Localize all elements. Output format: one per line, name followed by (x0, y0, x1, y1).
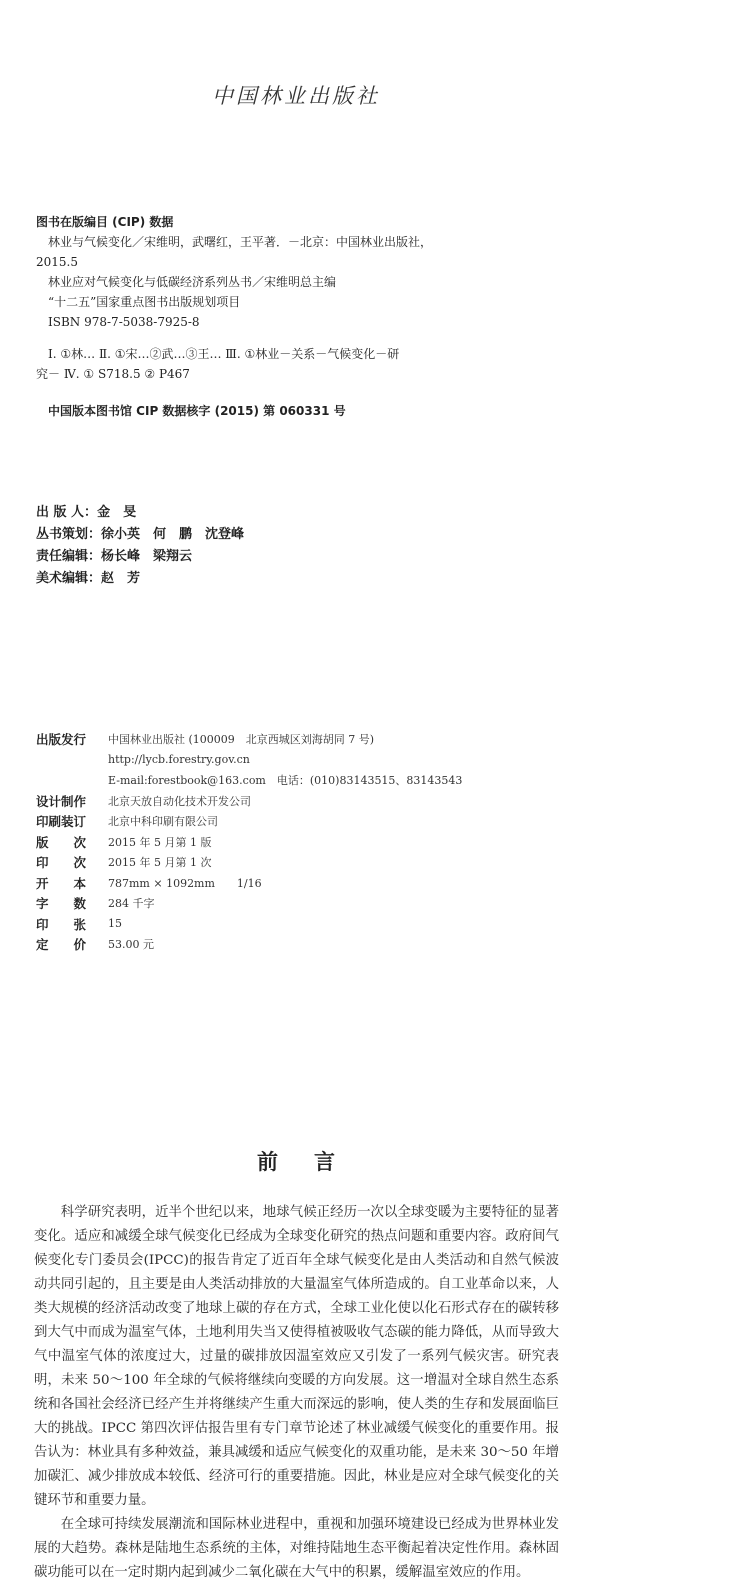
cip-line: 2015.5 (36, 255, 78, 269)
info-row (36, 729, 596, 750)
info-value: 北京天放自动化技术开发公司 (108, 794, 251, 808)
info-row (36, 750, 596, 771)
info-row (36, 914, 596, 935)
info-value: 中国林业出版社 (100009 北京西城区刘海胡同 7 号) (108, 733, 375, 747)
info-label: 定 价 (36, 937, 87, 953)
preface-title: 前言 (257, 1149, 371, 1174)
cip-line: 林业与气候变化／宋维明，武曙红，王平著．－北京：中国林业出版社， (48, 235, 433, 249)
info-row (36, 791, 596, 812)
info-row (36, 811, 596, 832)
preface-paragraph: 在全球可持续发展潮流和国际林业进程中，重视和加强环境建设已经成为世界林业发展的大趋势。森林是陆地生态系统的主体，对维持陆地生态平衡起着决定性作用。森林固碳功能可以在一定时期内起到减少二氧化碳在大气中的积累，缓解温室效应的作用。 (34, 1517, 559, 1580)
info-row (36, 873, 596, 894)
preface-paragraph: 科学研究表明，近半个世纪以来，地球气候正经历一次以全球变暖为主要特征的显著变化。适应和减缓全球气候变化已经成为全球变化研究的热点问题和重要内容。政府间气候变化专门委员会(IPCC)的报告肯定了近百年全球气候变化是由人类活动和自然气候波动共同引起的，且主要是由人类活动排放的大量温室气体所造成的。自工业革命以来，人类大规模的经济活动改变了地球上碳的存在方式，全球工业化使以化石形式存在的碳转移到大气中而成为温室气体，土地利用失当又使得植被吸收气态碳的能力降低，从而导致大气中温室气体的浓度过大，过量的碳排放因温室效应又引发了一系列气候灾害。研究表明，未来 50～100 年全球的气候将继续向变暖的方向发展。这一增温对全球自然生态系统和各国社会经济已经产生并将继续产生重大而深远的影响，使人类的生存和发展面临巨大的挑战。IPCC 第四次评估报告里有专门章节论述了林业减缓气候变化的重要作用。报告认为：林业具有多种效益，兼具减缓和适应气候变化的双重功能，是未来 30～50 年增加碳汇、减少排放成本较低、经济可行的重要措施。因此，林业是应对全球气候变化的关键环节和重要力量。 (34, 1205, 559, 1508)
info-value: 15 (108, 917, 122, 931)
cip-record-number: 中国版本图书馆 CIP 数据核字 (2015) 第 060331 号 (48, 404, 346, 418)
cip-data-block (36, 212, 596, 384)
staff-row-planning (36, 524, 244, 546)
preface-body (34, 1201, 559, 1585)
staff-label: 出 版 人： (36, 505, 98, 520)
publisher-logo: 中国林业出版社 (212, 84, 380, 108)
info-row (36, 893, 596, 914)
info-label: 设计制作 (36, 793, 87, 809)
info-row (36, 852, 596, 873)
staff-credits (36, 502, 244, 590)
info-label: 印 张 (36, 916, 87, 932)
staff-value: 金 旻 (97, 505, 137, 520)
info-label: 出版发行 (36, 732, 87, 748)
staff-label: 美术编辑： (36, 571, 102, 586)
info-value: 787mm × 1092mm 1/16 (108, 876, 262, 890)
info-value: 2015 年 5 月第 1 次 (108, 856, 212, 870)
website-url: http://lycb.forestry.gov.cn (108, 753, 250, 767)
staff-row-publisher (36, 502, 244, 524)
info-value: 284 千字 (108, 897, 155, 911)
info-value: 北京中科印刷有限公司 (108, 815, 218, 829)
cip-classification: 究－ Ⅳ. ① S718.5 ② P467 (36, 367, 190, 381)
info-row (36, 832, 596, 853)
staff-row-editor (36, 546, 244, 568)
staff-row-art-editor (36, 568, 244, 590)
info-row (36, 770, 596, 791)
info-value: 53.00 元 (108, 938, 154, 952)
cip-line: 林业应对气候变化与低碳经济系列丛书／宋维明总主编 (48, 275, 337, 289)
staff-value: 徐小英 何 鹏 沈登峰 (101, 527, 245, 542)
info-label: 印刷装订 (36, 814, 87, 830)
info-label: 开 本 (36, 875, 87, 891)
info-value: 2015 年 5 月第 1 版 (108, 835, 212, 849)
info-label: 印 次 (36, 855, 87, 871)
cip-isbn: ISBN 978-7-5038-7925-8 (48, 315, 200, 329)
info-label: 字 数 (36, 896, 87, 912)
staff-label: 丛书策划： (36, 527, 102, 542)
cip-line: “十二五”国家重点图书出版规划项目 (48, 295, 241, 309)
info-label: 版 次 (36, 834, 87, 850)
publication-info (36, 729, 596, 955)
contact-info: E-mail:forestbook@163.com 电话：(010)83143515、83143543 (108, 774, 463, 788)
cip-classification: Ⅰ. ①林… Ⅱ. ①宋…②武…③王… Ⅲ. ①林业－关系－气候变化－研 (48, 347, 400, 361)
cip-heading: 图书在版编目 (CIP) 数据 (36, 215, 174, 229)
staff-value: 赵 芳 (101, 571, 141, 586)
info-row (36, 934, 596, 955)
staff-label: 责任编辑： (36, 549, 102, 564)
staff-value: 杨长峰 梁翔云 (101, 549, 193, 564)
